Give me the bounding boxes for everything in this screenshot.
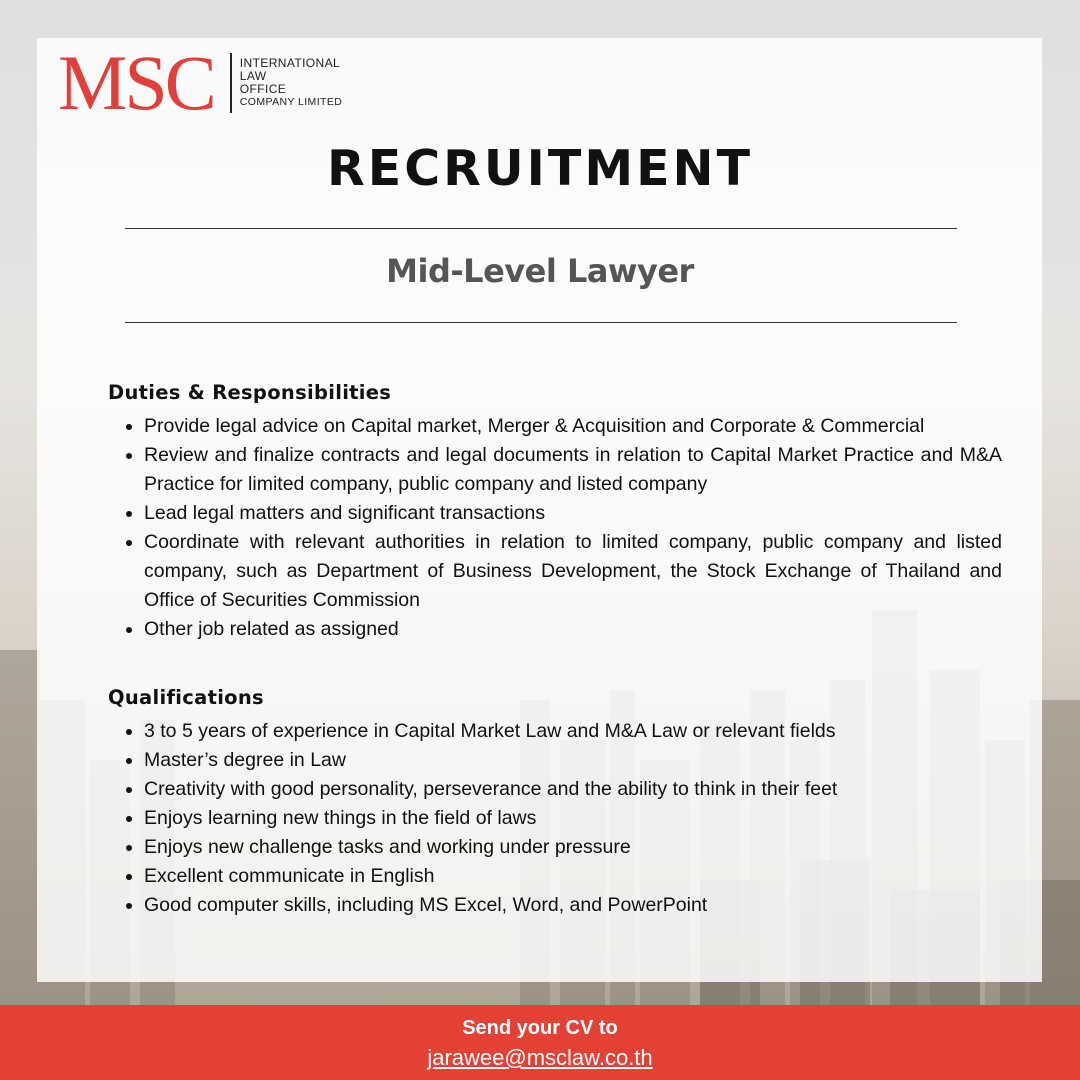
duties-section <box>108 380 1002 644</box>
list-item: • 3 to 5 years of experience in Capital Market Law and M&A Law or relevant fields <box>144 717 1002 746</box>
duties-list <box>108 412 1002 644</box>
page-title: RECRUITMENT <box>326 140 753 197</box>
msc-logo <box>58 39 343 126</box>
qualifications-section <box>108 685 1002 920</box>
logo-line: INTERNATIONAL <box>239 56 341 70</box>
list-item: • Lead legal matters and significant transactions <box>144 499 1002 528</box>
list-item: • Enjoys learning new things in the field of laws <box>144 804 1002 833</box>
qualifications-list <box>108 717 1002 920</box>
logo-mark: MSC <box>58 39 214 126</box>
duties-heading: Duties & Responsibilities <box>108 381 392 404</box>
logo-line: LAW <box>239 69 267 83</box>
logo-line: COMPANY LIMITED <box>239 96 343 108</box>
list-item: • Good computer skills, including MS Excel, Word, and PowerPoint <box>144 891 1002 920</box>
footer-bar <box>0 1005 1080 1080</box>
cv-call-to-action: Send your CV to <box>462 1017 618 1039</box>
list-item: • Enjoys new challenge tasks and working under pressure <box>144 833 1002 862</box>
logo-line: OFFICE <box>239 82 287 96</box>
list-item: • Other job related as assigned <box>144 615 1002 644</box>
position-title: Mid-Level Lawyer <box>386 252 694 290</box>
qualifications-heading: Qualifications <box>108 686 264 709</box>
list-item: • Creativity with good personality, perseverance and the ability to think in their feet <box>144 775 1002 804</box>
list-item: • Review and finalize contracts and legal documents in relation to Capital Market Practice and M&A Practice for limited company, public company and listed company <box>144 441 1002 499</box>
list-item: • Master’s degree in Law <box>144 746 1002 775</box>
divider-top <box>125 228 957 229</box>
list-item: • Excellent communicate in English <box>144 862 1002 891</box>
email-link[interactable]: jarawee@msclaw.co.th <box>427 1045 653 1070</box>
list-item: • Provide legal advice on Capital market, Merger & Acquisition and Corporate & Commercial <box>144 412 1002 441</box>
logo-company-name <box>240 57 342 109</box>
logo-divider <box>230 53 232 113</box>
list-item: • Coordinate with relevant authorities in relation to limited company, public company and listed company, such as Department of Business Development, the Stock Exchange of Thailand and Office of Securities Commission <box>144 528 1002 615</box>
divider-bottom <box>125 322 957 323</box>
